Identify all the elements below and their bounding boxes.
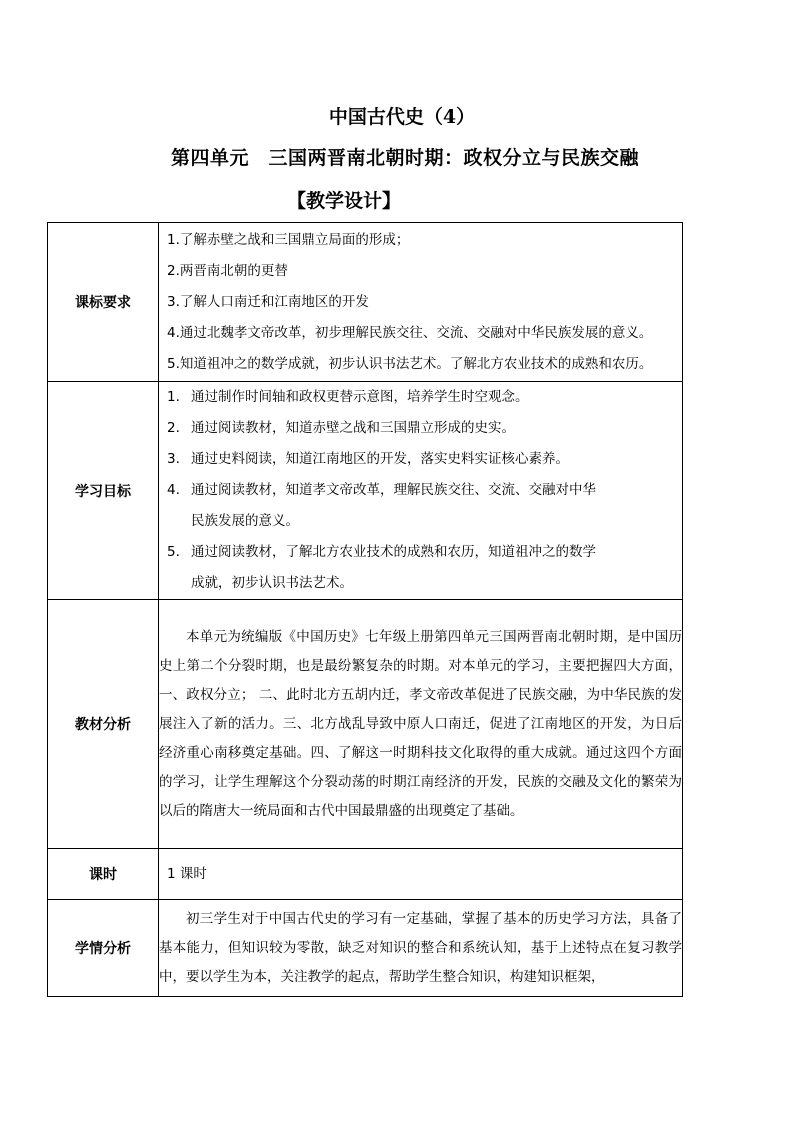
unit-subtitle: 第四单元 三国两晋南北朝时期：政权分立与民族交融: [170, 147, 639, 169]
students-paragraph: 初三学生对于中国古代史的学习有一定基础，掌握了基本的历史学习方法，具备了基本能力，但知识较为零散，缺乏对知识的整合和系统认知，基于上述特点在复习教学中，要以学生为本，关注教学的起点，帮助学生整合知识，构建知识框架，: [159, 910, 682, 985]
analysis-cell: [159, 600, 683, 849]
list-item-continuation: 民族发展的意义。: [191, 513, 299, 529]
table-row: [48, 382, 683, 600]
document-title: 中国古代史（4）: [328, 106, 476, 128]
hours-value: 1 课时: [167, 865, 207, 882]
list-item: 2.两晋南北朝的更替: [167, 262, 288, 279]
row-label-analysis: 教材分析: [48, 600, 159, 849]
objectives-cell: [159, 382, 683, 600]
section-heading: 【教学设计】: [286, 190, 401, 212]
list-item: 3.了解人口南迁和江南地区的开发: [167, 293, 369, 310]
row-label-objectives: 学习目标: [48, 382, 159, 600]
table-row: [48, 900, 683, 997]
table-row: [48, 849, 683, 900]
list-item: 1. 通过制作时间轴和政权更替示意图，培养学生时空观念。: [167, 389, 529, 405]
list-item: 1.了解赤壁之战和三国鼎立局面的形成；: [167, 231, 410, 248]
list-item: 4.通过北魏孝文帝改革，初步理解民族交往、交流、交融对中华民族发展的意义。: [167, 324, 653, 341]
hours-cell: [159, 849, 683, 900]
list-item: 5.知道祖冲之的数学成就，初步认识书法艺术。了解北方农业技术的成熟和农历。: [167, 355, 653, 372]
list-item: 2. 通过阅读教材，知道赤壁之战和三国鼎立形成的史实。: [167, 420, 515, 436]
list-item: 5. 通过阅读教材，了解北方农业技术的成熟和农历，知道祖冲之的数学: [167, 544, 596, 560]
row-label-students: 学情分析: [48, 900, 159, 997]
students-cell: [159, 900, 683, 997]
row-label-curriculum: 课标要求: [48, 223, 159, 382]
list-item: 3. 通过史料阅读，知道江南地区的开发，落实史料实证核心素养。: [167, 451, 569, 467]
analysis-paragraph: 本单元为统编版《中国历史》七年级上册第四单元三国两晋南北朝时期，是中国历史上第二个分裂时期，也是最纷繁复杂的时期。对本单元的学习，主要把握四大方面，一、政权分立； 二、此时北方五胡内迁，孝文帝改革促进了民族交融，为中华民族的发展注入了新的活力。三、北方战乱导致中原人口南迁，促进了江南地区的开发，为日后经济重心南移奠定基础。四、了解这一时期科技文化取得的重大成就。通过这四个方面的学习，让学生理解这个分裂动荡的时期江南经济的开发，民族的交融及文化的繁荣为以后的隋唐大一统局面和古代中国最鼎盛的出现奠定了基础。: [159, 628, 682, 819]
table-row: [48, 223, 683, 382]
curriculum-cell: [159, 223, 683, 382]
list-item: 4. 通过阅读教材，知道孝文帝改革，理解民族交往、交流、交融对中华: [167, 482, 596, 498]
row-label-hours: 课时: [48, 849, 159, 900]
list-item-continuation: 成就，初步认识书法艺术。: [191, 575, 353, 591]
lesson-plan-table: [47, 222, 683, 997]
table-row: [48, 600, 683, 849]
